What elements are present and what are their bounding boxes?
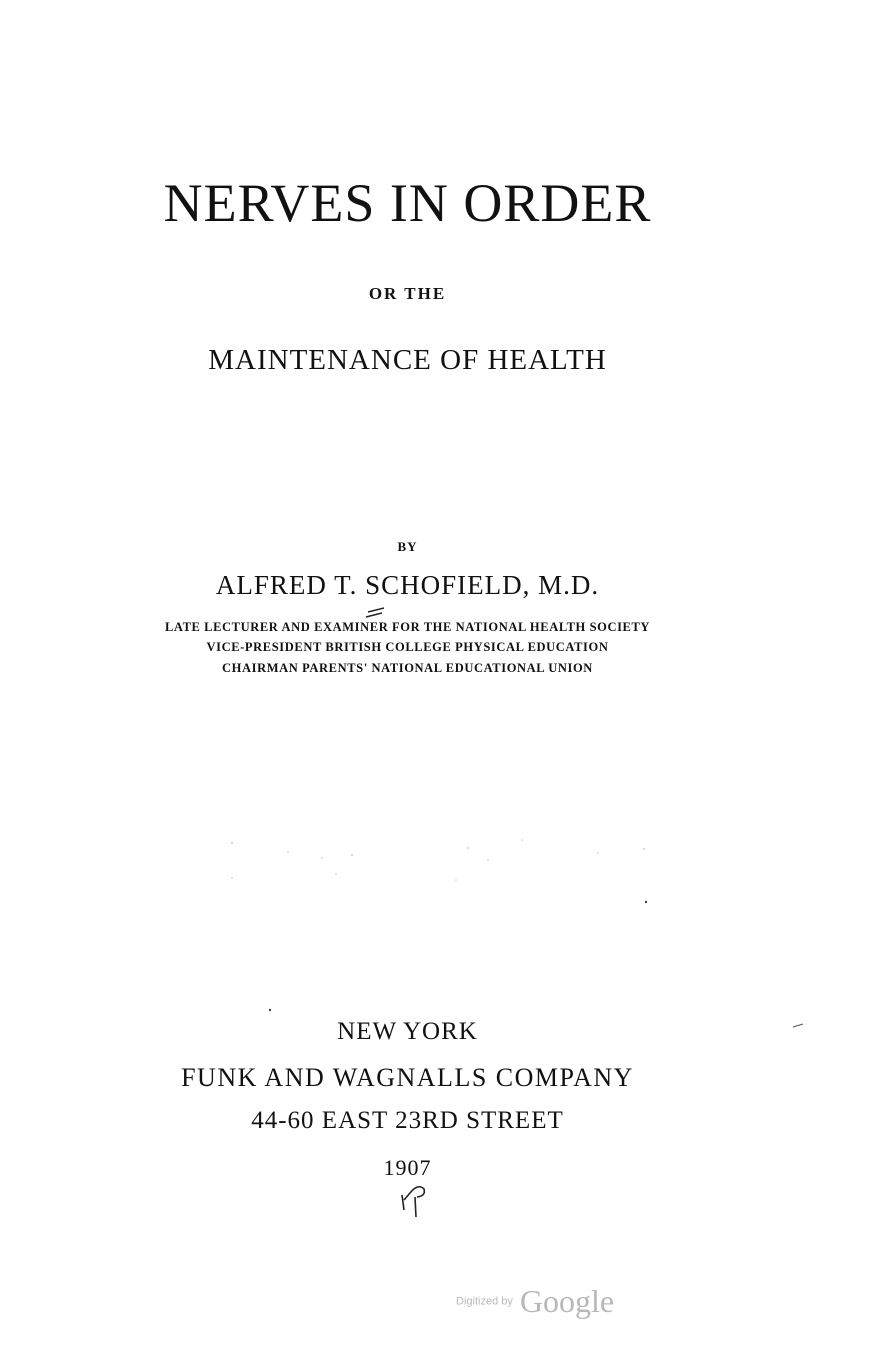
imprint-city: NEW YORK [337,1018,478,1045]
title-connector: OR THE [368,284,447,303]
scan-speck [793,1024,803,1027]
scan-speckles [231,839,645,881]
scan-speck [269,1009,271,1011]
author-name: ALFRED T. SCHOFIELD, M.D. [215,570,600,600]
handwritten-initials-mark [402,1187,424,1217]
handwritten-underline-mark [366,608,384,617]
digitized-watermark [456,1283,656,1320]
author-credential: VICE-PRESIDENT BRITISH COLLEGE PHYSICAL EDUCATION [206,640,609,654]
imprint-publisher: FUNK AND WAGNALLS COMPANY [181,1063,634,1092]
scan-speck [645,901,647,903]
watermark-prefix: Digitized by [456,1295,513,1308]
imprint-year: 1907 [383,1155,432,1180]
imprint-address: 44-60 EAST 23RD STREET [251,1107,564,1134]
book-title: NERVES IN ORDER [163,173,652,233]
author-credential: LATE LECTURER AND EXAMINER FOR THE NATIONAL HEALTH SOCIETY [164,620,651,634]
author-credential: CHAIRMAN PARENTS' NATIONAL EDUCATIONAL UNION [222,661,593,675]
book-subtitle: MAINTENANCE OF HEALTH [208,344,607,376]
google-logo: Google [519,1283,615,1319]
by-line: BY [397,539,418,554]
